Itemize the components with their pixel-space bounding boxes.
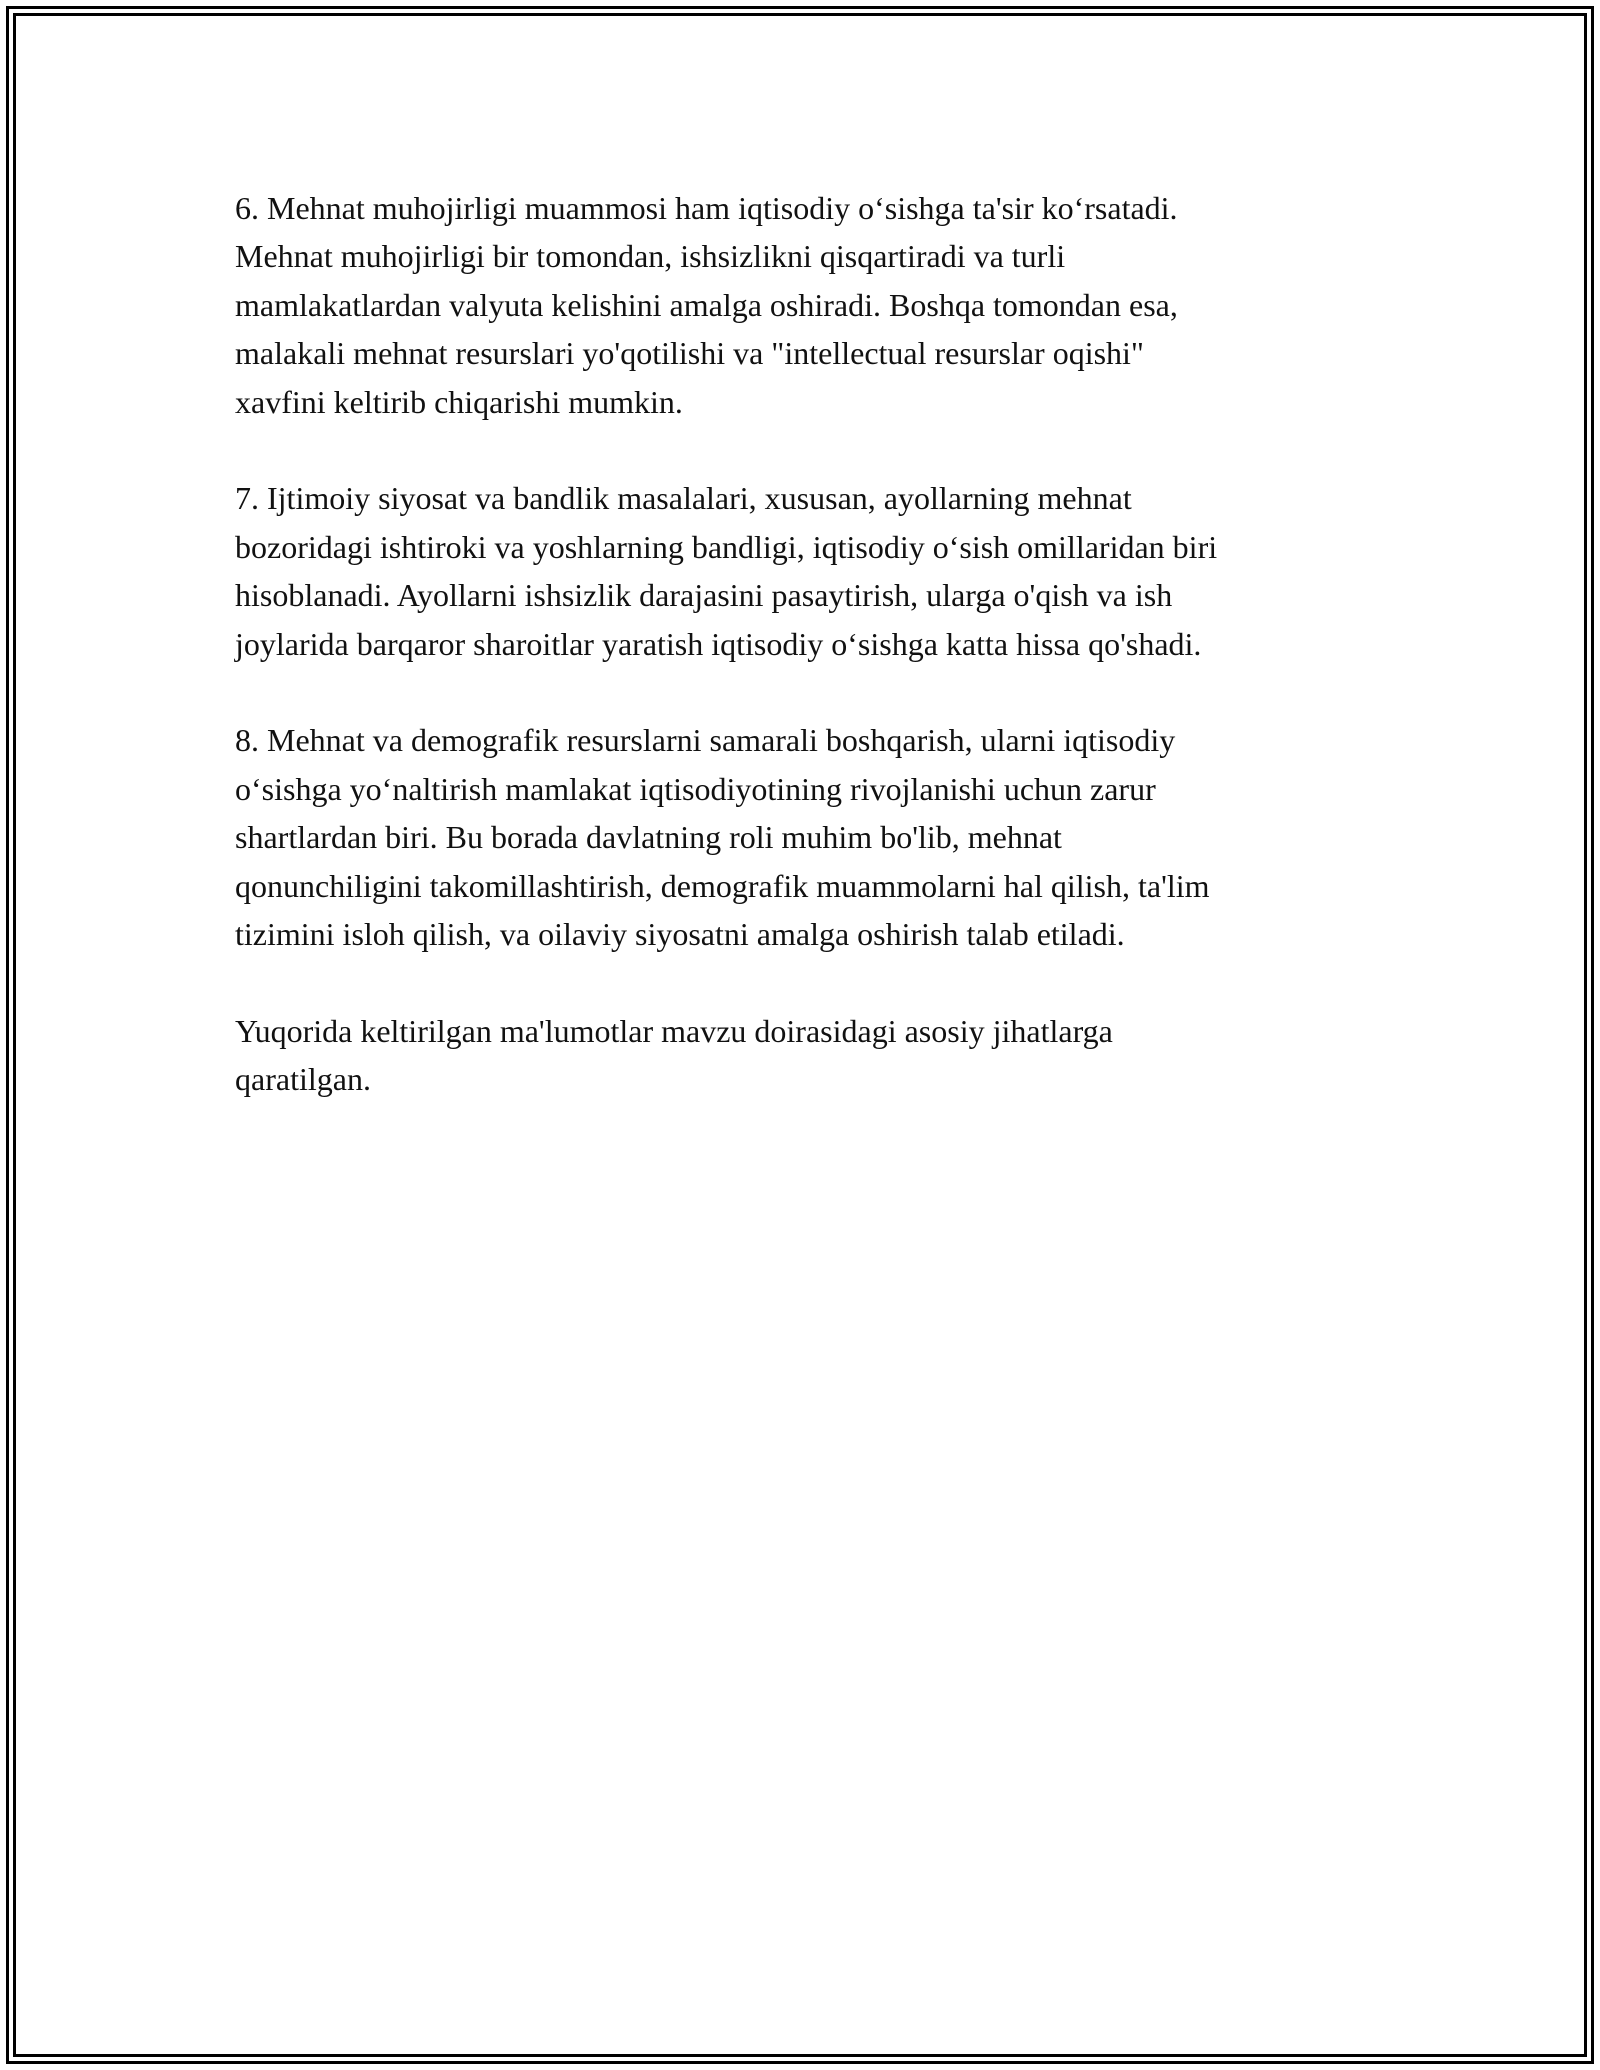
text-line: joylarida barqaror sharoitlar yaratish iqtisodiy o‘sishga katta hissa qo'shadi. — [235, 625, 1202, 662]
text-line: o‘sishga yo‘naltirish mamlakat iqtisodiyotining rivojlanishi uchun zarur — [235, 770, 1156, 807]
paragraph-8-resource-management — [235, 716, 1385, 958]
paragraph-7-social-policy — [235, 474, 1385, 668]
text-line: mamlakatlardan valyuta kelishini amalga oshiradi. Boshqa tomondan esa, — [235, 286, 1178, 323]
text-line: 6. Mehnat muhojirligi muammosi ham iqtisodiy o‘sishga ta'sir ko‘rsatadi. — [235, 190, 1178, 226]
text-line: 8. Mehnat va demografik resurslarni samarali boshqarish, ularni iqtisodiy — [235, 722, 1176, 759]
document-body — [235, 184, 1385, 1152]
text-line: tizimini isloh qilish, va oilaviy siyosatni amalga oshirish talab etiladi. — [235, 916, 1125, 953]
text-line: bozoridagi ishtiroki va yoshlarning bandligi, iqtisodiy o‘sish omillaridan biri — [235, 528, 1218, 565]
text-line: qonunchiligini takomillashtirish, demografik muammolarni hal qilish, ta'lim — [235, 867, 1210, 904]
text-line: Yuqorida keltirilgan ma'lumotlar mavzu doirasidagi asosiy jihatlarga — [235, 1012, 1113, 1049]
text-line: 7. Ijtimoiy siyosat va bandlik masalalari, xususan, ayollarning mehnat — [235, 480, 1132, 517]
text-line: qaratilgan. — [235, 1061, 371, 1098]
paragraph-6-labor-migration — [235, 184, 1385, 426]
text-line: malakali mehnat resurslari yo'qotilishi va "intellectual resurslar oqishi" — [235, 335, 1144, 372]
text-line: hisoblanadi. Ayollarni ishsizlik darajasini pasaytirish, ularga o'qish va ish — [235, 577, 1173, 614]
text-line: Mehnat muhojirligi bir tomondan, ishsizlikni qisqartiradi va turli — [235, 238, 1066, 275]
text-line: xavfini keltirib chiqarishi mumkin. — [235, 383, 683, 420]
text-line: shartlardan biri. Bu borada davlatning roli muhim bo'lib, mehnat — [235, 819, 1062, 856]
paragraph-conclusion — [235, 1007, 1385, 1104]
